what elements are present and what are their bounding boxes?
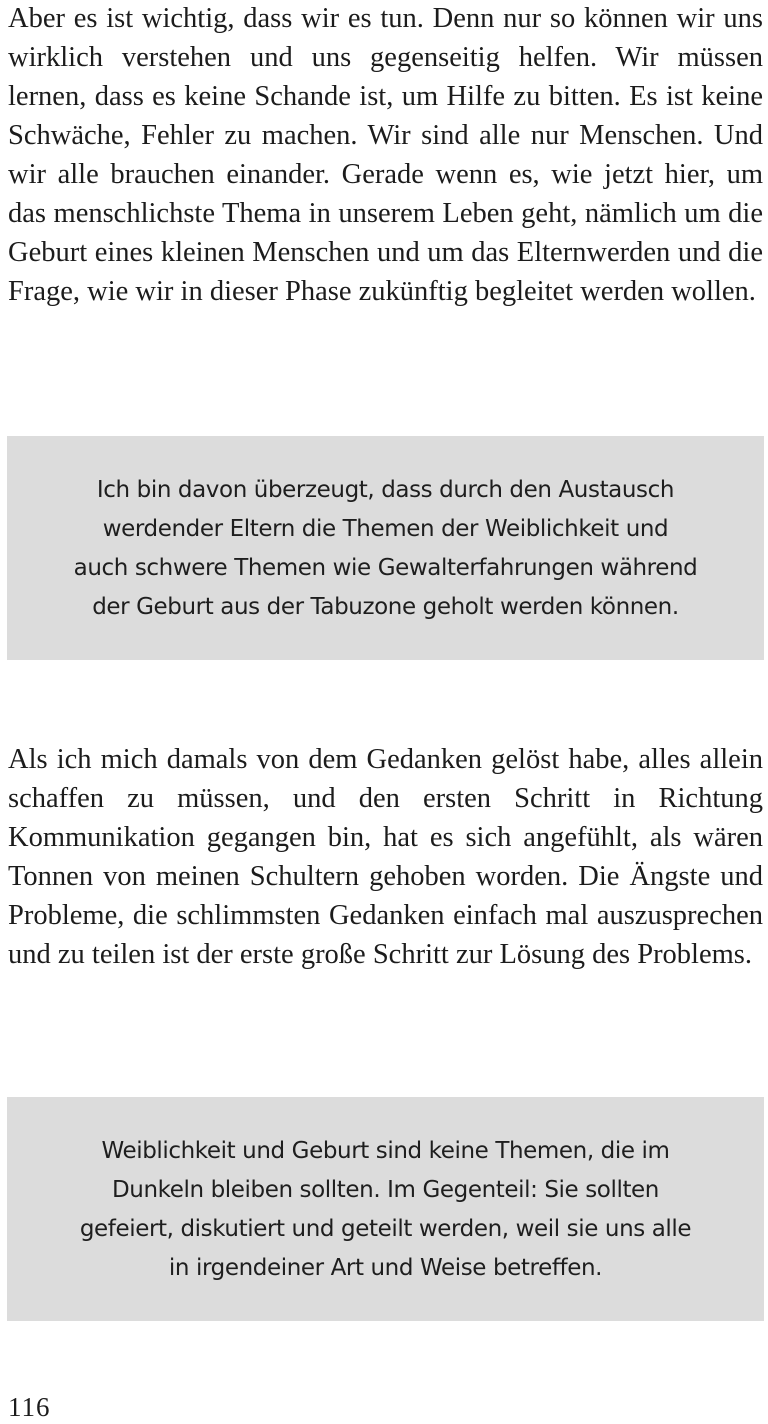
pull-quote-line: Ich bin davon überzeugt, dass durch den Austausch <box>96 477 675 503</box>
pull-quote-line: der Geburt aus der Tabuzone geholt werden können. <box>92 594 679 620</box>
pull-quote-line: Weiblichkeit und Geburt sind keine Themen, die im <box>101 1138 670 1164</box>
pull-quote-line: gefeiert, diskutiert und geteilt werden, weil sie uns alle <box>79 1216 692 1242</box>
pull-quote-line: werdender Eltern die Themen der Weiblichkeit und <box>102 516 669 542</box>
pull-quote-line: auch schwere Themen wie Gewalterfahrungen während <box>73 555 698 581</box>
page-number: 116 <box>8 1392 51 1422</box>
body-paragraph-1: Aber es ist wichtig, dass wir es tun. Denn nur so können wir uns wirklich verstehen und uns gegenseitig helfen. Wir müssen lernen, dass es keine Schande ist, um Hilfe zu bitten. Es ist keine Schwäche, Fehler zu machen. Wir sind alle nur Menschen. Und wir alle brauchen einander. Gerade wenn es, wie jetzt hier, um das menschlichste Thema in unserem Leben geht, nämlich um die Geburt eines kleinen Menschen und um das Elternwerden und die Frage, wie wir in dieser Phase zukünftig begleitet werden wollen. <box>8 3 763 307</box>
pull-quote-text-1 <box>74 471 698 627</box>
pull-quote-box-1 <box>7 436 764 660</box>
pull-quote-box-2 <box>7 1097 764 1321</box>
pull-quote-line: Dunkeln bleiben sollten. Im Gegenteil: Sie sollten <box>111 1177 659 1203</box>
pull-quote-line: in irgendeiner Art und Weise betreffen. <box>168 1255 603 1281</box>
pull-quote-text-2 <box>80 1132 691 1288</box>
body-paragraph-2: Als ich mich damals von dem Gedanken gelöst habe, alles allein schaffen zu müssen, und den ersten Schritt in Richtung Kommunikation gegangen bin, hat es sich angefühlt, als wären Tonnen von meinen Schultern gehoben worden. Die Ängste und Probleme, die schlimmsten Gedanken einfach mal auszusprechen und zu teilen ist der erste große Schritt zur Lösung des Problems. <box>8 744 763 970</box>
